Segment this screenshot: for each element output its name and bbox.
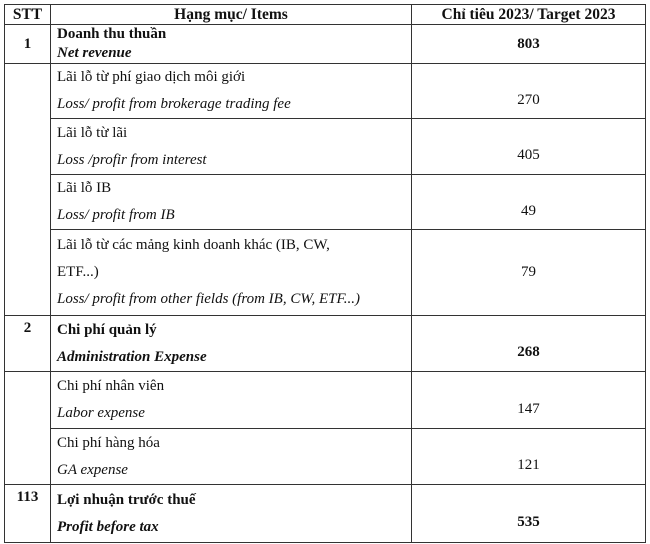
row-value: 49 bbox=[412, 175, 646, 230]
table-row bbox=[5, 485, 646, 543]
row-label-vi: Lãi lỗ từ các mảng kinh doanh khác (IB, CW, bbox=[57, 237, 330, 253]
row-stt: 1 bbox=[5, 25, 51, 64]
table-row bbox=[5, 119, 646, 175]
row-label-en: Loss/ profit from IB bbox=[57, 207, 175, 223]
row-label-vi: Lãi lỗ IB bbox=[57, 180, 112, 196]
row-label-en: Net revenue bbox=[57, 45, 132, 61]
row-stt: 2 bbox=[5, 316, 51, 372]
row-label-en: Profit before tax bbox=[57, 518, 159, 535]
row-label-en: Loss/ profit from other fields (from IB, CW, ETF...) bbox=[57, 291, 360, 307]
row-stt: 113 bbox=[5, 485, 51, 543]
row-label-vi: Chi phí quản lý bbox=[57, 321, 157, 338]
row-label-vi: Chi phí hàng hóa bbox=[57, 434, 160, 451]
row-label-vi: Doanh thu thuần bbox=[57, 26, 167, 42]
row-value: 535 bbox=[412, 485, 646, 543]
row-label-en: Labor expense bbox=[57, 405, 145, 421]
row-label-vi: Lãi lỗ từ lãi bbox=[57, 124, 128, 141]
row-value: 147 bbox=[412, 372, 646, 429]
row-value: 803 bbox=[412, 25, 646, 64]
row-stt-merged bbox=[5, 64, 51, 316]
table-row bbox=[5, 316, 646, 372]
row-value: 270 bbox=[412, 64, 646, 119]
header-target: Chỉ tiêu 2023/ Target 2023 bbox=[412, 5, 646, 25]
row-value: 405 bbox=[412, 119, 646, 175]
table-row bbox=[5, 25, 646, 64]
table-row bbox=[5, 64, 646, 119]
header-items: Hạng mục/ Items bbox=[51, 5, 412, 25]
row-label-vi-cont: ETF...) bbox=[57, 264, 99, 280]
table-row bbox=[5, 175, 646, 230]
targets-table bbox=[4, 4, 646, 543]
table-row bbox=[5, 429, 646, 485]
row-value: 121 bbox=[412, 429, 646, 485]
row-value: 268 bbox=[412, 316, 646, 372]
row-label-vi: Lãi lỗ từ phí giao dịch môi giới bbox=[57, 69, 246, 85]
row-label-en: Administration Expense bbox=[57, 348, 207, 365]
row-label-vi: Chi phí nhân viên bbox=[57, 378, 165, 394]
row-label-vi: Lợi nhuận trước thuế bbox=[57, 491, 196, 508]
row-label-en: GA expense bbox=[57, 461, 128, 478]
row-label-en: Loss/ profit from brokerage trading fee bbox=[57, 96, 291, 112]
row-stt-merged bbox=[5, 372, 51, 485]
table-header bbox=[5, 5, 646, 25]
row-label-en: Loss /profir from interest bbox=[57, 151, 207, 168]
row-value: 79 bbox=[412, 230, 646, 316]
header-stt: STT bbox=[5, 5, 51, 25]
table-row bbox=[5, 372, 646, 429]
table-row bbox=[5, 230, 646, 316]
